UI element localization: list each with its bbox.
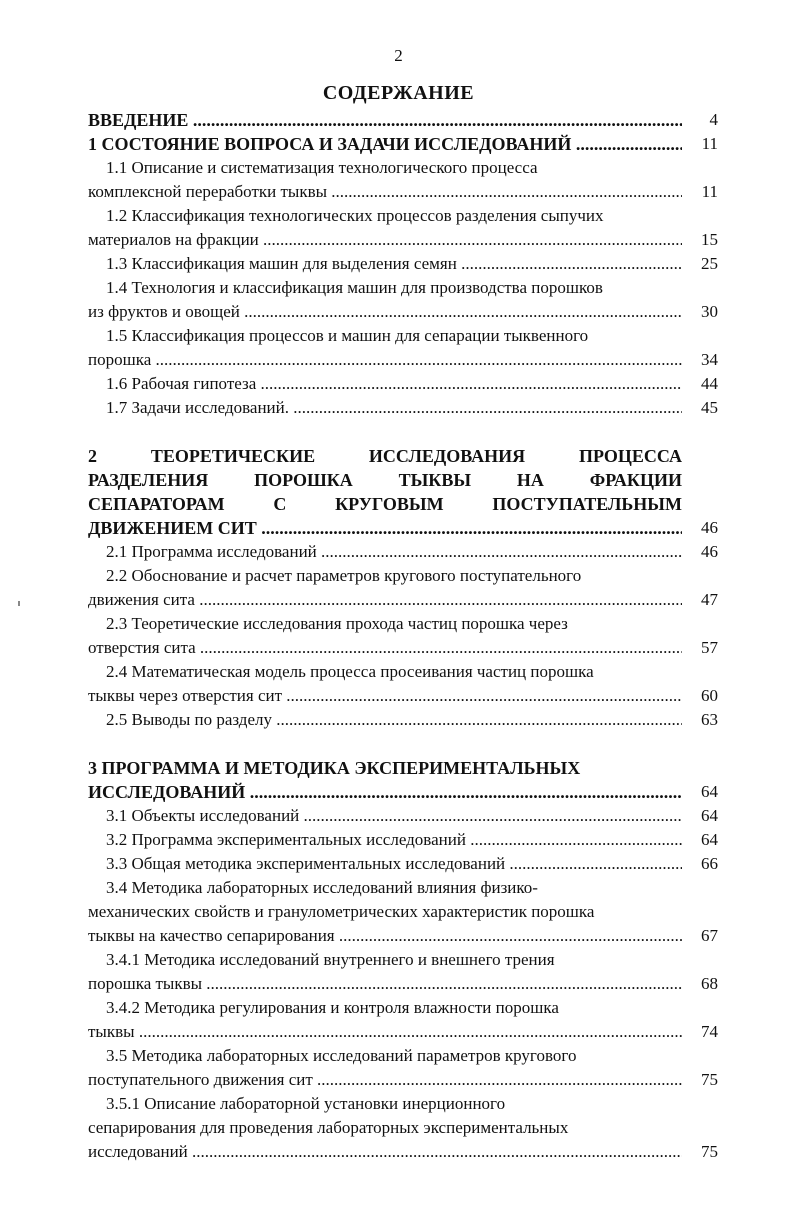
heading-word: 2 [88,446,97,466]
toc-entry[interactable]: 3.4 Методика лабораторных исследований влияния физико- [106,878,538,897]
toc-section-2-heading-line[interactable] [88,444,682,468]
toc-entry[interactable]: комплексной переработки тыквы ..... [88,180,682,204]
toc-page: 11 [701,134,718,153]
heading-word: ИССЛЕДОВАНИЯ [368,446,526,466]
toc-entry[interactable]: тыквы ..... [88,1020,682,1044]
toc-page: 75 [701,1142,718,1161]
toc-page: 15 [701,230,718,249]
toc-entry[interactable]: из фруктов и овощей ..... [88,300,682,324]
heading-word: НА [516,470,544,490]
toc-section-2-heading-line[interactable] [88,492,682,516]
toc-entry[interactable]: исследований ..... [88,1140,682,1164]
toc-page: 46 [701,542,718,561]
toc-intro[interactable]: ВВЕДЕНИЕ ..... [88,108,682,132]
toc-entry[interactable]: 3.4.2 Методика регулирования и контроля влажности порошка [106,998,559,1017]
toc-entry[interactable]: 3.1 Объекты исследований ..... [88,804,682,828]
toc-page: 63 [701,710,718,729]
toc-page: 64 [701,782,718,801]
toc-page: 66 [701,854,718,873]
toc-page: 64 [701,806,718,825]
toc-page: 44 [701,374,718,393]
toc-entry[interactable]: материалов на фракции ..... [88,228,682,252]
heading-word: ПРОЦЕССА [578,446,682,466]
heading-word: СЕПАРАТОРАМ [88,494,225,514]
toc-page: 11 [701,182,718,201]
toc-entry[interactable]: механических свойств и гранулометрических характеристик порошка [88,902,595,921]
toc-entry[interactable]: отверстия сита ..... [88,636,682,660]
toc-section-3-heading-line[interactable]: ИССЛЕДОВАНИЙ ..... [88,780,682,804]
toc-page: 74 [701,1022,718,1041]
scan-artifact-mark [18,601,20,606]
toc-page: 25 [701,254,718,273]
toc-entry[interactable]: 3.3 Общая методика экспериментальных исследований ..... [88,852,682,876]
toc-section-3-heading-line[interactable]: 3 ПРОГРАММА И МЕТОДИКА ЭКСПЕРИМЕНТАЛЬНЫХ [88,758,581,778]
page-title: СОДЕРЖАНИЕ [322,82,475,104]
toc-page: 30 [701,302,718,321]
toc-entry[interactable]: порошка тыквы ..... [88,972,682,996]
toc-entry[interactable]: тыквы на качество сепарирования ..... [88,924,682,948]
toc-entry[interactable]: поступательного движения сит ..... [88,1068,682,1092]
toc-entry[interactable]: 2.1 Программа исследований ..... [88,540,682,564]
toc-section-2-heading-line[interactable]: ДВИЖЕНИЕМ СИТ ..... [88,516,682,540]
heading-word: ТЕОРЕТИЧЕСКИЕ [150,446,316,466]
toc-entry[interactable]: порошка ..... [88,348,682,372]
toc-entry[interactable]: 3.5 Методика лабораторных исследований параметров кругового [106,1046,577,1065]
page-number: 2 [394,46,403,65]
heading-word: ПОСТУПАТЕЛЬНЫМ [492,494,682,514]
heading-word: ТЫКВЫ [398,470,472,490]
toc-page: 46 [701,518,718,537]
heading-word: С [273,494,287,514]
heading-word: ПОРОШКА [254,470,353,490]
heading-word: РАЗДЕЛЕНИЯ [88,470,209,490]
toc-page: 67 [701,926,718,945]
toc-page: 64 [701,830,718,849]
toc-page: 45 [701,398,718,417]
toc-entry[interactable]: 2.5 Выводы по разделу ..... [88,708,682,732]
toc-section-1-heading[interactable]: 1 СОСТОЯНИЕ ВОПРОСА И ЗАДАЧИ ИССЛЕДОВАНИЙ ..... [88,132,682,156]
heading-word: ФРАКЦИИ [589,470,682,490]
toc-entry[interactable]: 3.2 Программа экспериментальных исследований ..... [88,828,682,852]
toc-entry[interactable]: 1.3 Классификация машин для выделения семян ..... [88,252,682,276]
toc-entry[interactable]: тыквы через отверстия сит ..... [88,684,682,708]
toc-page: 57 [701,638,718,657]
toc-entry[interactable]: 2.3 Теоретические исследования прохода частиц порошка через [106,614,568,633]
toc-page: 75 [701,1070,718,1089]
toc-entry[interactable]: 3.4.1 Методика исследований внутреннего и внешнего трения [106,950,555,969]
toc-entry[interactable]: 1.5 Классификация процессов и машин для сепарации тыквенного [106,326,589,345]
toc-page: 34 [701,350,718,369]
toc-entry[interactable]: движения сита ..... [88,588,682,612]
toc-entry[interactable]: 1.7 Задачи исследований. ..... [88,396,682,420]
toc-entry[interactable]: 1.4 Технология и классификация машин для производства порошков [106,278,603,297]
toc-section-2-heading-line[interactable] [88,468,682,492]
toc-entry[interactable]: 1.1 Описание и систематизация технологического процесса [106,158,538,177]
toc-entry[interactable]: 3.5.1 Описание лабораторной установки инерционного [106,1094,506,1113]
toc-page: 68 [701,974,718,993]
toc-entry[interactable]: 1.6 Рабочая гипотеза ..... [88,372,682,396]
heading-word: КРУГОВЫМ [335,494,444,514]
toc-entry[interactable]: 2.2 Обоснование и расчет параметров кругового поступательного [106,566,582,585]
toc-page: 60 [701,686,718,705]
toc-entry[interactable]: сепарирования для проведения лабораторных экспериментальных [88,1118,569,1137]
toc-page: 47 [701,590,718,609]
toc-entry[interactable]: 1.2 Классификация технологических процессов разделения сыпучих [106,206,604,225]
toc-entry[interactable]: 2.4 Математическая модель процесса просеивания частиц порошка [106,662,594,681]
toc-page: 4 [709,110,718,129]
